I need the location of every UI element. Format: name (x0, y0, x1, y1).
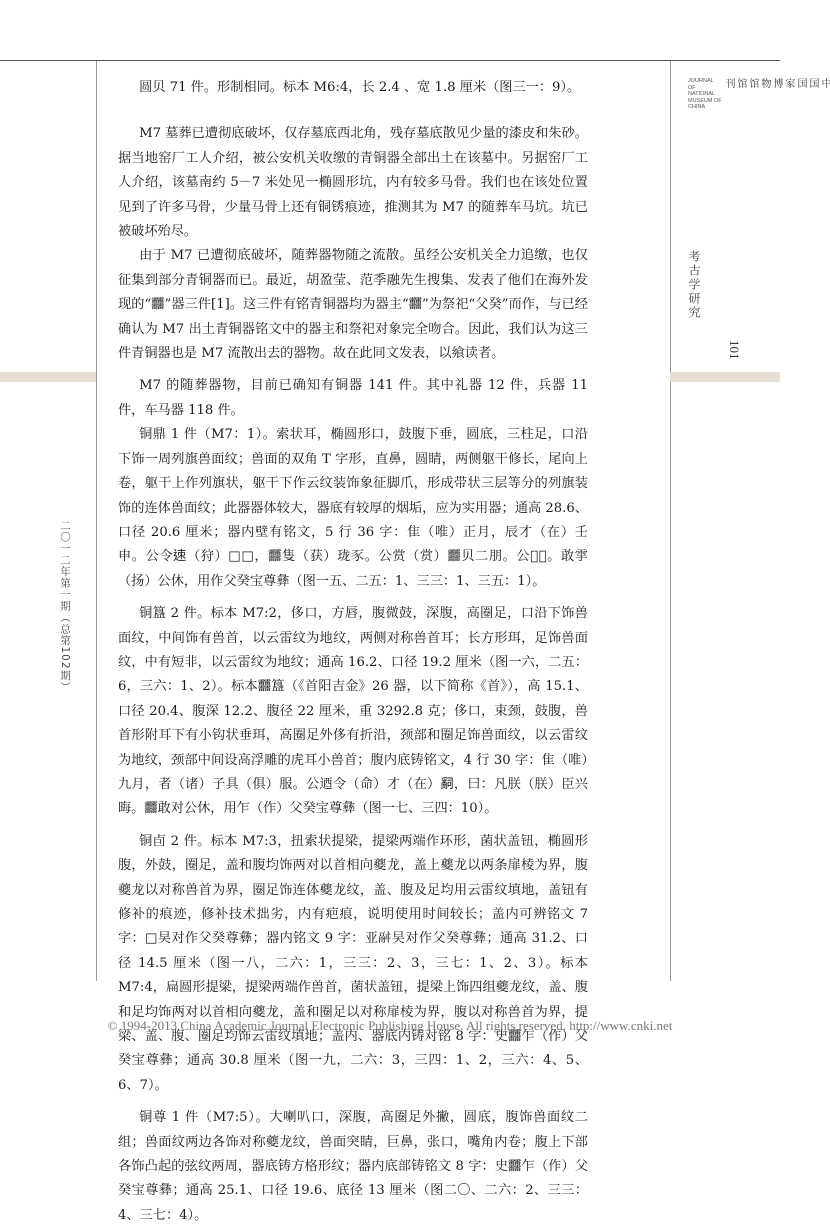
article-body (118, 76, 588, 1228)
paragraph: M7 墓葬已遭彻底破坏，仅存墓底西北角，残存墓底散见少量的漆皮和朱砂。据当地窑厂工人介绍，被公安机关收缴的青铜器全部出土在该墓中。另据窑厂工人介绍，该墓南约 5－7 米处见一椭圆形坑，内有较多马骨。我们也在该处位置见到了许多马骨，少量马骨上还有铜锈痕迹，推测其为 M7 的随葬车马坑。坑已被破坏殆尽。 (118, 126, 588, 240)
paragraph: 由于 M7 已遭彻底破坏，随葬器物随之流散。虽经公安机关全力追缴，也仅征集到部分青铜器而已。最近，胡盈莹、范季融先生搜集、发表了他们在海外发现的“䨻”器三件[1]。这三件有铭青铜器均为器主“䨻”为祭祀“父癸”而作，与已经确认为 M7 出土青铜器铭文中的器主和祭祀对象完全吻合。因此，我们认为这三件青铜器也是 M7 流散出去的器物。故在此同文发表，以飨读者。 (118, 248, 588, 362)
journal-title-cn: 中国国家博物馆馆刊 (723, 78, 830, 89)
issue-info: 二〇一二年第一期（总第102期） (59, 520, 71, 693)
journal-title-en: JOURNAL OF NATIONAL MUSEUM OF CHINA (688, 78, 722, 110)
paragraph: 铜卣 2 件。标本 M7:3，扭索状提梁，提梁两端作环形，菌状盖钮，椭圆形腹，外鼓，圈足，盖和腹均饰两对以首相向夔龙，盖上夔龙以两条扉棱为界，腹夔龙以对称兽首为界，圈足饰连体夔龙纹，盖、腹及足均用云雷纹填地，盖钮有修补的痕迹，修补技术拙劣，内有疤痕，说明使用时间较长；盖内可辨铭文 7 字：□旲对作父癸尊彝；器内铭文 9 字：亚𩰫旲对作父癸尊彝；通高 31.2、口径 14.5 厘米（图一八，二六：1，三三：2、3，三七：1、2、3）。标本 M7:4，扁圆形提梁，提梁两端作兽首，菌状盖钮，提梁上饰四组夔龙纹，盖、腹和足均饰两对以首相向夔龙，盖和圈足以对称扉棱为界，腹以对称兽首为界，提梁、盖、腹、圈足均饰云雷纹填地；盖内、器底内铸对铭 8 字：史䨻乍（作）父癸宝尊彝；通高 30.8 厘米（图一九，二六：3，三四：1、2，三六：4、5、6、7）。 (118, 833, 588, 1093)
decorative-band-right (670, 372, 780, 382)
paragraph: 铜鼎 1 件（M7：1）。索状耳，椭圆形口，鼓腹下垂，圆底，三柱足，口沿下饰一周列旗兽面纹；兽面的双角 T 字形，直鼻，圆睛，两侧躯干修长，尾向上卷，躯干上作列旗状，躯干下作云纹装饰象征脚爪，形成带状三层等分的列旗装饰的连体兽面纹；此器器体较大，器底有较厚的烟垢，应为实用器；通高 28.6、口径 20.6 厘米；器内壁有铭文，5 行 36 字：隹（唯）正月，辰才（在）壬申。公令𨒪（狩）□□，䨻隻（获）珑豕。公赏（赏）䨻贝二朋。公𦎫𤕌。敢𩁹（扬）公休，用作父癸宝尊彝（图一五、二五：1、三三：1、三五：1）。 (118, 427, 588, 589)
paragraph: M7 的随葬器物，目前已确知有铜器 141 件。其中礼器 12 件，兵器 11 件，车马器 118 件。 (118, 378, 588, 418)
section-label: 考古学研究 (687, 250, 701, 320)
paragraph: 圆贝 71 件。形制相同。标本 M6:4，长 2.4 、宽 1.8 厘米（图三一：9）。 (139, 80, 581, 95)
right-margin-rule (670, 61, 671, 981)
paragraph: 铜簋 2 件。标本 M7:2，侈口，方唇，腹微鼓，深腹，高圈足，口沿下饰兽面纹，中间饰有兽首，以云雷纹为地纹，两侧对称兽首耳；长方形珥，足饰兽面纹，中有短非，以云雷纹为地纹；通高 16.2、口径 19.2 厘米（图一六，二五：6，三六：1、2）。标本䨻簋（《首阳吉金》26 器，以下简称《首》），高 15.1、口径 20.4、腹深 12.2、腹径 22 厘米，重 3292.8 克；侈口，束颈，鼓腹，兽首形附耳下有小钩状垂珥，高圈足外侈有折沿，颈部和圈足饰兽面纹，以云雷纹为地纹，颈部中间设高浮雕的虎耳小兽首；腹内底铸铭文，4 行 30 字：隹（唯）九月，者（诸）子具（俱）服。公迺令（命）才（在）𤔲，曰：凡朕（朕）臣兴晦。䨻敢对公休，用乍（作）父癸宝尊彝（图一七、三四：10）。 (118, 606, 588, 817)
copyright-footer: © 1994-2013 China Academic Journal Electronic Publishing House. All rights reserved. http://www.cnki.net (107, 1018, 673, 1033)
page-number: 101 (727, 340, 742, 360)
left-margin-rule (96, 61, 97, 981)
paragraph: 铜尊 1 件（M7:5）。大喇叭口，深腹，高圈足外撇，圆底，腹饰兽面纹二组；兽面纹两边各饰对称夔龙纹，兽面突睛，巨鼻，张口，嘴角内卷；腹上下部各饰凸起的弦纹两周，器底铸方格形纹；器内底部铸铭文 8 字：史䨻乍（作）父癸宝尊彝；通高 25.1、口径 19.6、底径 13 厘米（图二〇、二六：2、三三：4、三七：4）。 (118, 1110, 588, 1223)
top-rule (0, 60, 780, 61)
decorative-band-left (0, 372, 96, 382)
